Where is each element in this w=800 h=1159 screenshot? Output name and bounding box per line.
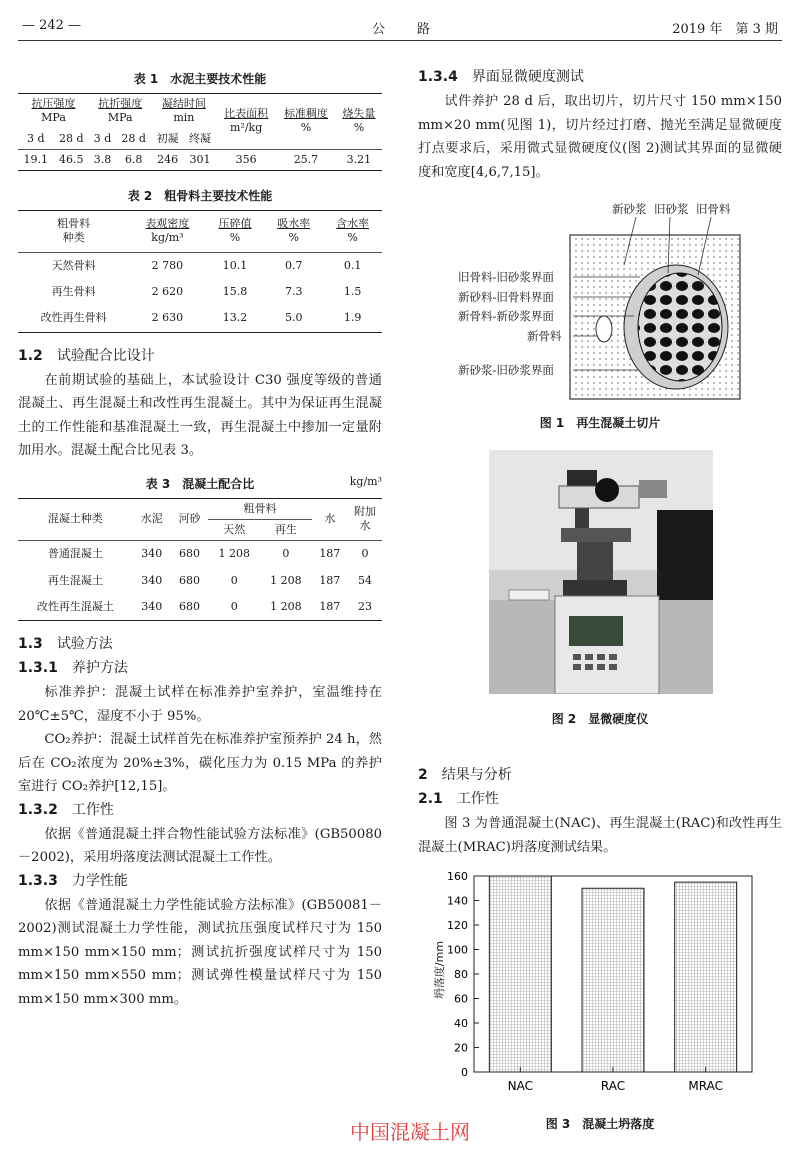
bar — [489, 876, 551, 1072]
y-tick-label: 20 — [454, 1041, 468, 1055]
t1-sub: 28 d — [121, 131, 146, 145]
t1-sub: 28 d — [59, 131, 84, 145]
t1-cell: 3.21 — [346, 152, 372, 166]
page-number: — 242 — — [22, 18, 82, 33]
figure-3-caption: 图 3 混凝土坍落度 — [545, 1117, 655, 1131]
table1 — [18, 93, 382, 171]
watermark-text: 中国混凝土网 — [350, 1120, 470, 1144]
t1-group: 抗折强度 MPa — [98, 97, 143, 125]
figure-3 — [418, 862, 782, 1102]
table-row: 再生骨料 2 620 15.8 7.3 1.5 — [51, 285, 362, 299]
figure-2 — [489, 450, 713, 694]
fig1-label-left: 新骨料-新砂浆界面 — [458, 309, 554, 323]
y-tick-label: 0 — [461, 1066, 468, 1079]
y-axis-label: 坍落度/mm — [433, 940, 447, 1000]
table2: 粗骨料 种类 表观密度 kg/m³ 压碎值 % 吸水率 % 含水率 % 天然骨料 2 780 10.1 0.7 0.1 再生骨料 2 620 15.8 7.3 1.5 改性再生骨料 2 630 13.2 5.0 1.9 — [18, 210, 382, 332]
paragraph: 图 3 为普通混凝土(NAC)、再生混凝土(RAC)和改性再生混凝土(MRAC)坍落度测试结果。 — [418, 816, 782, 855]
subsection-heading: 1.3.1 养护方法 — [18, 660, 128, 677]
table-row: 改性再生混凝土 340 680 0 1 208 187 23 — [36, 599, 372, 613]
paragraph: 标准养护：混凝土试样在标准养护室养护，室温维持在 20℃±5℃，湿度不小于 95%。 — [18, 685, 382, 724]
fig1-label-left: 新骨料 — [527, 329, 562, 343]
fig1-label-left: 旧骨料-旧砂浆界面 — [458, 270, 554, 284]
y-tick-label: 80 — [454, 968, 468, 981]
section-heading: 1.3 试验方法 — [18, 636, 113, 653]
subsection-heading: 2.1 工作性 — [418, 791, 499, 807]
t1-cell: 356 — [235, 152, 257, 166]
subsection-heading: 1.3.4 界面显微硬度测试 — [418, 69, 584, 85]
y-tick-label: 120 — [447, 919, 468, 932]
table-row: 改性再生骨料 2 630 13.2 5.0 1.9 — [40, 311, 362, 325]
table3: 混凝土种类 水泥 河砂 粗骨料 水 附加水 天然 再生 普通混凝土 340 680 1 208 0 187 0 再生混凝土 340 680 0 1 208 187 54 改性再生混凝土 340 680 0 1 208 187 23 — [18, 498, 382, 621]
t1-single: 比表面积 m²/kg — [224, 107, 269, 135]
subsection-heading: 1.3.3 力学性能 — [18, 872, 128, 889]
section-heading: 1.2 试验配合比设计 — [18, 347, 155, 364]
bar — [582, 888, 644, 1072]
t1-single: 标准稠度 % — [283, 107, 328, 135]
subsection-heading: 1.3.2 工作性 — [18, 801, 114, 818]
table-row: 再生混凝土 340 680 0 1 208 187 54 — [47, 573, 372, 587]
right-column — [418, 66, 782, 184]
t1-sub: 终凝 — [189, 131, 212, 145]
section-2-block — [418, 752, 782, 859]
fig1-label-left: 新砂浆-旧砂浆界面 — [458, 363, 554, 377]
section-heading: 2 结果与分析 — [418, 767, 512, 783]
issue-label: 2019 年 第 3 期 — [672, 22, 778, 37]
journal-name: 公 路 — [372, 22, 433, 37]
table2-caption: 表 2 粗骨料主要技术性能 — [127, 189, 273, 204]
bar — [675, 882, 737, 1072]
y-tick-label: 160 — [447, 870, 468, 883]
t1-cell: 46.5 — [59, 152, 84, 166]
left-column — [18, 56, 382, 1011]
t1-group: 抗压强度 MPa — [31, 97, 76, 125]
y-tick-label: 60 — [454, 992, 468, 1006]
header-rule — [18, 40, 782, 41]
t1-cell: 19.1 — [23, 152, 48, 166]
y-tick-label: 100 — [447, 943, 468, 957]
microhardness-tester-photo — [489, 450, 713, 694]
table-row: 天然骨料 2 780 10.1 0.7 0.1 — [18, 252, 382, 279]
paragraph: 试件养护 28 d 后，取出切片，切片尺寸 150 mm×150 mm×20 mm(见图 1)，切片经过打磨、抛光至满足显微硬度打点要求后，采用微式显微硬度仪(图 2)测试其界面的显微硬度和宽度[4,6,7,15]。 — [418, 94, 782, 180]
fig1-label-left: 新砂料-旧骨料界面 — [458, 290, 554, 304]
table1-caption: 表 1 水泥主要技术性能 — [133, 72, 267, 86]
t1-group: 凝结时间 min — [161, 97, 206, 125]
x-tick-label: NAC — [507, 1079, 534, 1093]
fig1-label-top: 旧砂浆 — [654, 202, 689, 216]
y-tick-label: 140 — [447, 894, 468, 908]
x-tick-label: MRAC — [688, 1079, 723, 1093]
y-tick-label: 40 — [454, 1017, 468, 1030]
t1-cell: 246 — [157, 152, 179, 166]
slump-bar-chart — [418, 862, 782, 1102]
figure-1 — [418, 195, 782, 405]
fig1-label-top: 新砂浆 — [612, 202, 647, 216]
table-row: 普通混凝土 340 680 1 208 0 187 0 — [18, 541, 382, 568]
t1-cell: 301 — [189, 152, 211, 166]
t1-sub: 3 d — [93, 131, 112, 145]
table3-caption: 表 3 混凝土配合比 kg/m³ — [145, 474, 382, 491]
t1-sub: 初凝 — [156, 131, 179, 145]
paragraph: 依据《普通混凝土拌合物性能试验方法标准》(GB50080－2002)，采用坍落度法测试混凝土工作性。 — [18, 826, 382, 866]
t1-cell: 3.8 — [93, 152, 112, 166]
paragraph: 依据《普通混凝土力学性能试验方法标准》(GB50081－2002)测试混凝土力学性能，测试抗压强度试样尺寸为 150 mm×150 mm×150 mm；测试抗折强度试样尺寸为 150 mm×150 mm×550 mm；测试弹性模量试样尺寸为 150 mm×150 mm×300 mm。 — [18, 897, 382, 1007]
t1-cell: 6.8 — [124, 152, 143, 166]
paragraph: 在前期试验的基础上，本试验设计 C30 强度等级的普通混凝土、再生混凝土和改性再生混凝土。其中为保证再生混凝土的工作性能和基准混凝土一致，再生混凝土中掺加一定量附加用水。混凝土配合比见表 3。 — [18, 372, 382, 459]
t1-cell: 25.7 — [293, 152, 319, 166]
x-tick-label: RAC — [600, 1079, 626, 1093]
figure-2-caption: 图 2 显微硬度仪 — [551, 712, 649, 726]
fig1-label-top: 旧骨料 — [696, 202, 731, 216]
t1-sub: 3 d — [26, 131, 45, 145]
paragraph: CO₂养护：混凝土试样首先在标准养护室预养护 24 h，然后在 CO₂浓度为 20%±3%，碳化压力为 0.15 MPa 的养护室进行 CO₂养护[12,15]。 — [18, 732, 382, 795]
figure-1-caption: 图 1 再生混凝土切片 — [539, 416, 661, 430]
t1-single: 烧失量 % — [342, 107, 376, 135]
